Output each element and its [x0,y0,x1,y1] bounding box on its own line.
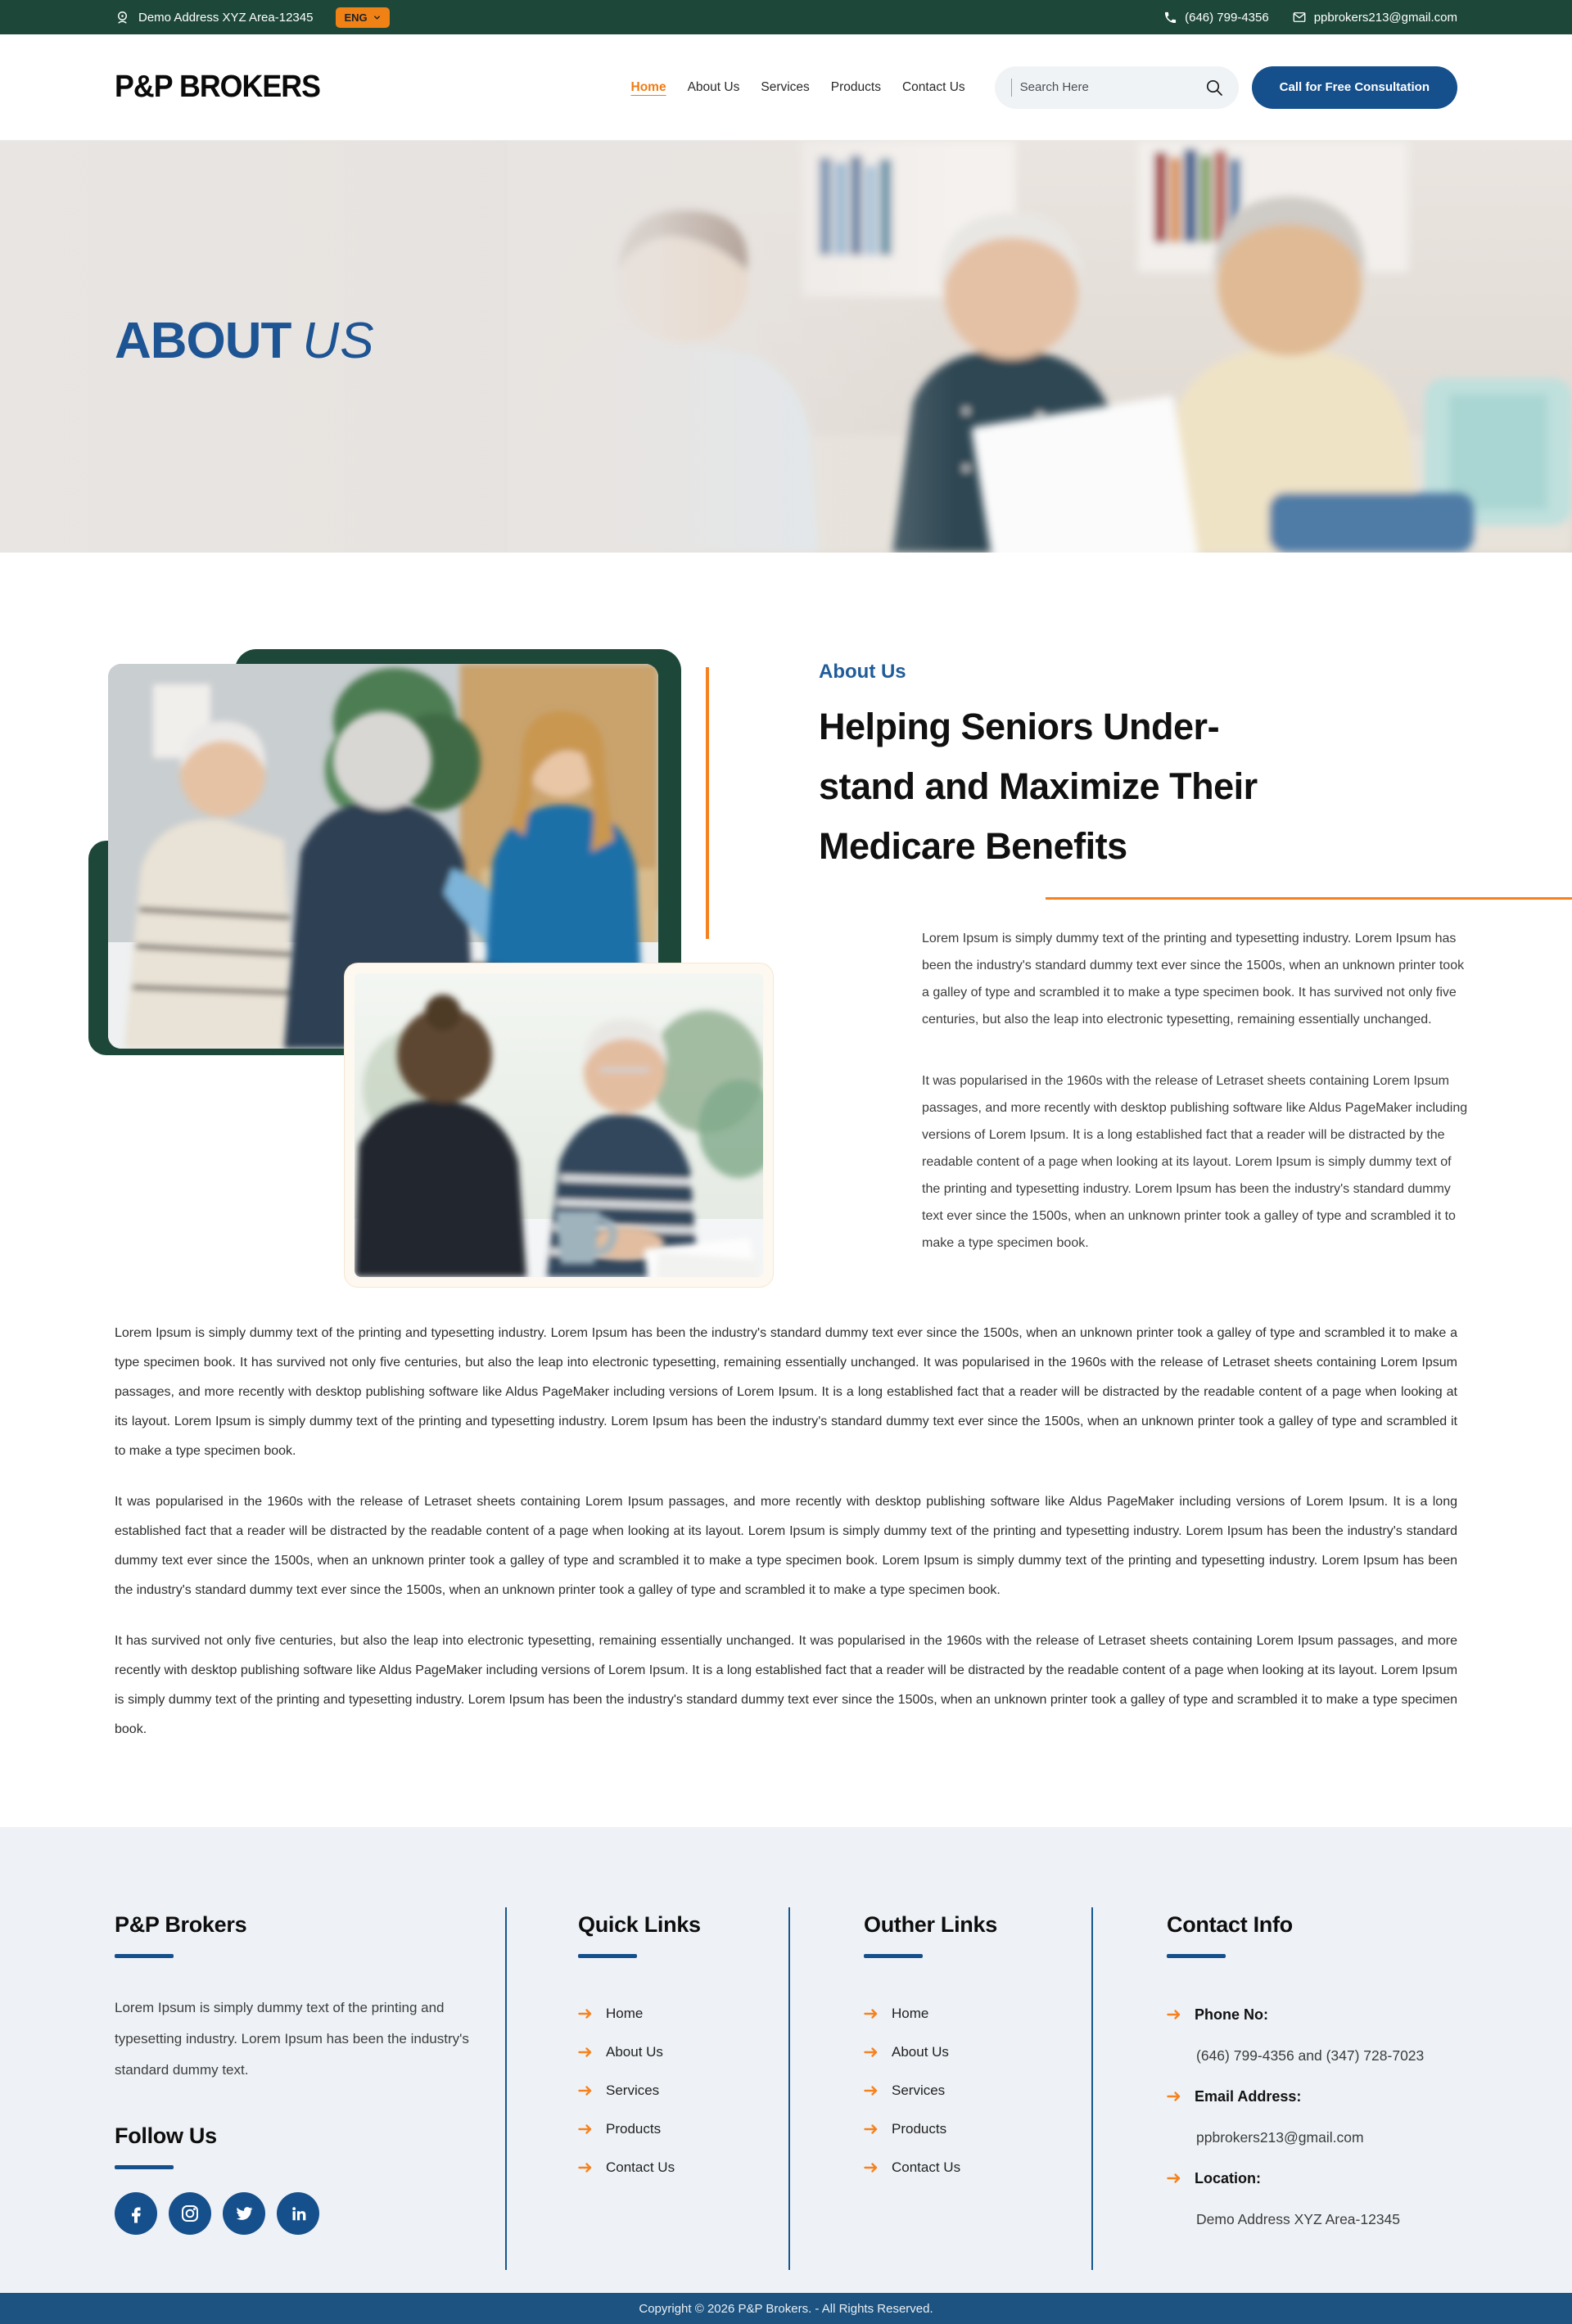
contact-email-label-row [1167,2076,1470,2117]
mail-icon [1292,10,1307,25]
footer-quick-links-column [578,1912,775,2186]
footer-brand-text: Lorem Ipsum is simply dummy text of the printing and typesetting industry. Lorem Ipsum has been the industry's standard dummy text. [115,2000,469,2078]
other-link-label: Contact Us [892,2159,961,2175]
quick-link-label: Products [606,2120,662,2137]
about-paragraphs [922,925,1469,1257]
main-header [0,34,1572,141]
contact-email-value[interactable]: ppbrokers213@gmail.com [1196,2128,1364,2146]
nav-item-products[interactable]: Products [830,79,881,94]
arrow-right-icon [1167,2009,1181,2020]
contact-location-value: Demo Address XYZ Area-12345 [1196,2210,1401,2227]
arrow-right-icon [578,2008,593,2019]
footer-follow-underline [115,2165,174,2169]
quick-link-home[interactable] [578,1994,775,2033]
body-paragraph-2: It was popularised in the 1960s with the release of Letraset sheets containing Lorem Ipsum passages, and more recently with desktop publishing software like Aldus PageMaker including versions of Lorem Ipsum. It is a long established fact that a reader will be distracted by the readable content of a page when looking at its layout. Lorem Ipsum is simply dummy text of the printing and typesetting industry. Lorem Ipsum has been the industry's standard dummy text ever since the 1500s, when an unknown printer took a galley of type and scrambled it to make a type specimen book. Lorem Ipsum is simply dummy text of the printing and typesetting industry. Lorem Ipsum has been the industry's standard dummy text ever since the 1500s, when an unknown printer took a galley of type and scrambled it to make a type specimen book. [115,1495,1457,1597]
instagram-icon [180,2204,200,2223]
instagram-button[interactable] [169,2192,211,2235]
other-links-list [864,1994,1060,2186]
hero-banner [0,141,1572,553]
about-heading-line-3: Medicare Benefits [819,825,1127,867]
other-link-label: Home [892,2005,929,2021]
hero-fade-overlay [508,141,1572,553]
body-text-section [0,1304,1572,1827]
footer-brand-column [115,1912,483,2235]
other-link-about-us[interactable] [864,2033,1060,2071]
arrow-right-icon [864,2085,879,2096]
contact-phone-label-row [1167,1994,1470,2035]
quick-link-contact-us[interactable] [578,2148,775,2186]
other-link-services[interactable] [864,2071,1060,2110]
other-link-products[interactable] [864,2110,1060,2148]
nav-item-about-us[interactable]: About Us [687,79,740,94]
social-links [115,2192,483,2235]
location-pin-icon [115,10,130,25]
quick-link-label: Services [606,2082,660,2098]
topbar-phone[interactable] [1163,11,1269,25]
about-section-label: About Us [819,661,906,683]
phone-icon [1163,11,1177,25]
arrow-right-icon [1167,2173,1181,2184]
other-link-label: Services [892,2082,946,2098]
contact-info-underline [1167,1954,1226,1958]
arrow-right-icon [578,2046,593,2058]
other-links-title: Outher Links [864,1912,997,1937]
chevron-down-icon [373,13,382,22]
quick-link-services[interactable] [578,2071,775,2110]
arrow-right-icon [578,2162,593,2173]
arrow-right-icon [578,2085,593,2096]
quick-links-title: Quick Links [578,1912,701,1937]
body-paragraph-1: Lorem Ipsum is simply dummy text of the printing and typesetting industry. Lorem Ipsum has been the industry's standard dummy text ever since the 1500s, when an unknown printer took a galley of type and scrambled it to make a type specimen book. It has survived not only five centuries, but also the leap into electronic typesetting, remaining essentially unchanged. It was popularised in the 1960s with the release of Letraset sheets containing Lorem Ipsum passages, and more recently with desktop publishing software like Aldus PageMaker including versions of Lorem Ipsum. It is a long established fact that a reader will be distracted by the readable content of a page when looking at its layout. Lorem Ipsum is simply dummy text of the printing and typesetting industry. Lorem Ipsum has been the industry's standard dummy text ever since the 1500s, when an unknown printer took a galley of type and scrambled it to make a type specimen book. [115,1326,1457,1458]
free-consultation-button[interactable]: Call for Free Consultation [1252,66,1457,109]
contact-info-list [1167,1994,1470,2240]
contact-phone-label: Phone No: [1195,2006,1268,2023]
twitter-icon [234,2204,254,2223]
footer [0,1827,1572,2293]
other-link-home[interactable] [864,1994,1060,2033]
quick-link-label: Home [606,2005,644,2021]
twitter-button[interactable] [223,2192,265,2235]
about-paragraph-2: It was popularised in the 1960s with the release of Letraset sheets containing Lorem Ipsum passages, and more recently with desktop publishing software like Aldus PageMaker including versions of Lorem Ipsum. It is a long established fact that a reader will be distracted by the readable content of a page when looking at its layout. Lorem Ipsum is simply dummy text of the printing and typesetting industry. Lorem Ipsum has been the industry's standard dummy text ever since the 1500s, when an unknown printer took a galley of type and scrambled it to make a type specimen book. [922,1074,1468,1250]
contact-info-title: Contact Info [1167,1912,1293,1937]
footer-divider-1 [505,1907,507,2270]
page-title [115,314,375,368]
decor-orange-underline [1046,897,1572,900]
nav-item-contact-us[interactable]: Contact Us [901,79,965,94]
photo-consultation [345,963,773,1287]
topbar-email-address: ppbrokers213@gmail.com [1313,10,1457,25]
quick-link-products[interactable] [578,2110,775,2148]
footer-divider-2 [788,1907,790,2270]
nav-item-home[interactable]: Home [630,79,666,94]
nav-item-services[interactable]: Services [761,79,810,94]
other-link-label: Products [892,2120,947,2137]
language-label: ENG [344,11,368,24]
arrow-right-icon [864,2046,879,2058]
page-title-bold: ABOUT [115,313,291,369]
quick-link-about-us[interactable] [578,2033,775,2071]
search-caret-divider [1011,79,1012,97]
facebook-button[interactable] [115,2192,157,2235]
about-heading-line-2: stand and Maximize Their [819,765,1258,807]
quick-link-label: Contact Us [606,2159,675,2175]
linkedin-button[interactable] [277,2192,319,2235]
about-intro [819,661,1498,876]
contact-phone-value[interactable]: (646) 799-4356 and (347) 728-7023 [1196,2046,1425,2064]
copyright-bar [0,2293,1572,2324]
arrow-right-icon [864,2008,879,2019]
topbar-phone-number: (646) 799-4356 [1185,10,1269,25]
about-heading-line-1: Helping Seniors Under- [819,706,1220,747]
page-title-italic: US [302,313,375,369]
other-link-label: About Us [892,2043,949,2060]
about-heading [819,697,1498,876]
facebook-icon [126,2204,146,2223]
contact-location-label: Location: [1195,2169,1261,2186]
logo[interactable]: P&P BROKERS [115,70,321,104]
footer-follow-title: Follow Us [115,2123,217,2148]
quick-links-underline [578,1954,637,1958]
arrow-right-icon [578,2123,593,2135]
quick-link-label: About Us [606,2043,663,2060]
copyright-text: Copyright © 2026 P&P Brokers. - All Rights Reserved. [639,2301,933,2316]
contact-location-label-row [1167,2158,1470,2199]
top-bar [0,0,1572,34]
other-link-contact-us[interactable] [864,2148,1060,2186]
footer-contact-column [1167,1912,1470,2240]
footer-divider-3 [1091,1907,1093,2270]
body-paragraph-3: It has survived not only five centuries, but also the leap into electronic typesetting, remaining essentially unchanged. It was popularised in the 1960s with the release of Letraset sheets containing Lorem Ipsum passages, and more recently with desktop publishing software like Aldus PageMaker including versions of Lorem Ipsum. It is a long established fact that a reader will be distracted by the readable content of a page when looking at its layout. Lorem Ipsum is simply dummy text of the printing and typesetting industry. Lorem Ipsum has been the industry's standard dummy text ever since the 1500s, when an unknown printer took a galley of type and scrambled it to make a type specimen book. [115,1634,1458,1736]
search-icon[interactable] [1204,78,1224,97]
contact-email-label: Email Address: [1195,2087,1302,2105]
arrow-right-icon [1167,2091,1181,2102]
footer-brand-underline [115,1954,174,1958]
about-section [0,553,1572,1304]
footer-brand-title: P&P Brokers [115,1912,247,1937]
decor-orange-vertical-line [706,667,709,939]
other-links-underline [864,1954,923,1958]
arrow-right-icon [864,2162,879,2173]
search-input[interactable] [1020,80,1204,94]
about-paragraph-1: Lorem Ipsum is simply dummy text of the printing and typesetting industry. Lorem Ipsum has been the industry's standard dummy text ever since the 1500s, when an unknown printer took a galley of type and scrambled it to make a type specimen book. It has survived not only five centuries, but also the leap into electronic typesetting, remaining essentially unchanged. [922,932,1465,1027]
linkedin-icon [289,2204,307,2222]
quick-links-list [578,1994,775,2186]
topbar-address: Demo Address XYZ Area-12345 [138,10,314,25]
topbar-email[interactable] [1292,10,1457,25]
footer-other-links-column [864,1912,1060,2186]
main-nav [631,80,965,95]
search-box [995,66,1239,109]
language-selector[interactable] [336,7,389,28]
arrow-right-icon [864,2123,879,2135]
